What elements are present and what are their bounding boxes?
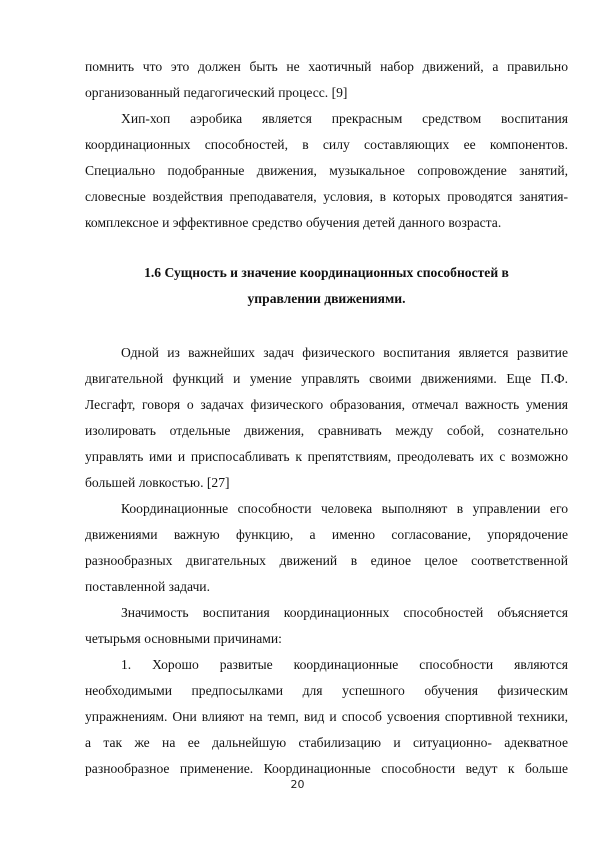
page-body <box>85 54 568 782</box>
text-line: Хип-хоп аэробика является прекрасным средством воспитания <box>121 111 568 126</box>
text-line: Координационные способности человека выполняют в управлении его <box>121 501 568 516</box>
paragraph-2 <box>85 106 568 236</box>
paragraph-6 <box>85 652 568 782</box>
section-heading-line: 1.6 Сущность и значение координационных способностей в <box>144 265 509 280</box>
text-line: разнообразное применение. Координационные способности ведут к больше <box>85 761 568 776</box>
text-line: Лесгафт, говоря о задачах физического образования, отмечал важность умения <box>85 397 568 412</box>
text-line: Значимость воспитания координационных способностей объясняется <box>121 605 568 620</box>
text-line: движениями важную функцию, а именно согласование, упорядочение <box>85 527 568 542</box>
text-line: поставленной задачи. <box>85 579 210 594</box>
paragraph-3 <box>85 340 568 496</box>
text-line: координационных способностей, в силу составляющих ее компонентов. <box>85 137 568 152</box>
paragraph-5 <box>85 600 568 652</box>
text-line: изолировать отдельные движения, сравнивать между собой, сознательно <box>85 423 568 438</box>
paragraph-4 <box>85 496 568 600</box>
text-line: Одной из важнейших задач физического воспитания является развитие <box>121 345 568 360</box>
section-heading-line: управлении движениями. <box>247 291 406 306</box>
text-line: необходимыми предпосылками для успешного обучения физическим <box>85 683 568 698</box>
text-line: управлять ими и приспосабливать к препятствиям, преодолевать их с возможно <box>85 449 568 464</box>
text-line: словесные воздействия преподавателя, условия, в которых проводятся занятия- <box>85 189 568 204</box>
text-line: большей ловкостью. [27] <box>85 475 230 490</box>
text-line: комплексное и эффективное средство обучения детей данного возраста. <box>85 215 502 230</box>
text-line: 1. Хорошо развитые координационные способности являются <box>121 657 568 672</box>
text-line: Специально подобранные движения, музыкальное сопровождение занятий, <box>85 163 568 178</box>
text-line: разнообразных двигательных движений в единое целое соответственной <box>85 553 568 568</box>
text-line: помнить что это должен быть не хаотичный набор движений, а правильно <box>85 59 568 74</box>
paragraph-1 <box>85 54 568 106</box>
text-line: организованный педагогический процесс. [9] <box>85 85 348 100</box>
page-number: 20 <box>290 778 305 791</box>
text-line: упражнениям. Они влияют на темп, вид и способ усвоения спортивной техники, <box>85 709 568 724</box>
section-heading <box>85 260 568 312</box>
text-line: а так же на ее дальнейшую стабилизацию и ситуационно- адекватное <box>85 735 568 750</box>
text-line: четырьмя основными причинами: <box>85 631 282 646</box>
text-line: двигательной функций и умение управлять своими движениями. Еще П.Ф. <box>85 371 568 386</box>
